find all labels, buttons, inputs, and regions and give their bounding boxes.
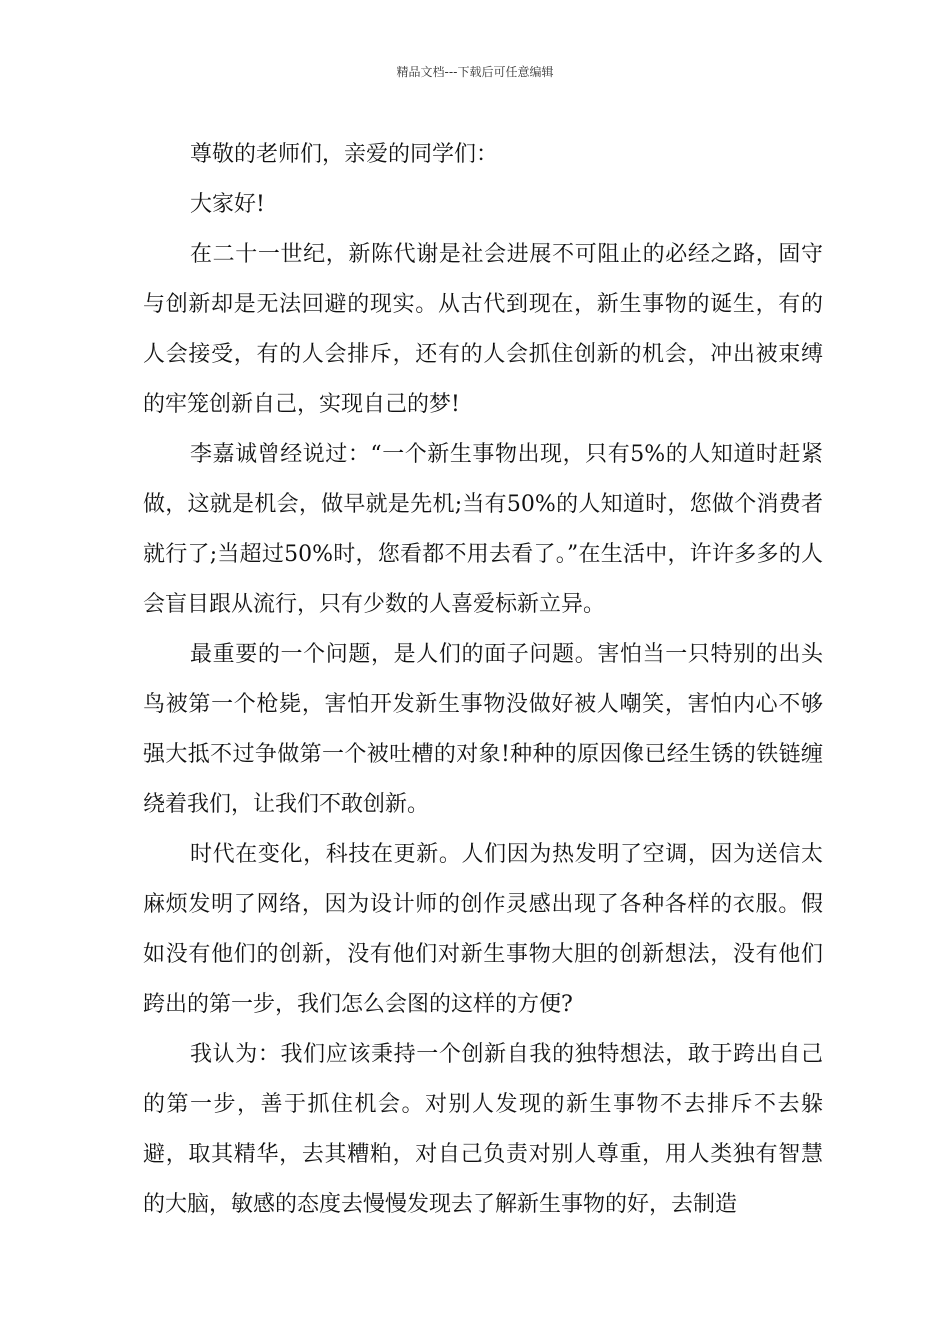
page-header: 精品文档---下载后可任意编辑	[396, 65, 554, 79]
document-body	[143, 130, 823, 1230]
paragraph-4: 时代在变化，科技在更新。人们因为热发明了空调，因为送信太麻烦发明了网络，因为设计师的创作灵感出现了各种各样的衣服。假如没有他们的创新，没有他们对新生事物大胆的创新想法，没有他们跨出的第一步，我们怎么会图的这样的方便?	[143, 842, 823, 1017]
salutation: 尊敬的老师们，亲爱的同学们：	[190, 142, 499, 167]
paragraph-2: 李嘉诚曾经说过：“一个新生事物出现，只有5%的人知道时赶紧做，这就是机会，做早就是先机;当有50%的人知道时，您做个消费者就行了;当超过50%时，您看都不用去看了。”在生活中，许许多多的人会盲目跟从流行，只有少数的人喜爱标新立异。	[143, 442, 823, 617]
paragraph-1: 在二十一世纪，新陈代谢是社会进展不可阻止的必经之路，固守与创新却是无法回避的现实。从古代到现在，新生事物的诞生，有的人会接受，有的人会排斥，还有的人会抓住创新的机会，冲出被束缚的牢笼创新自己，实现自己的梦!	[143, 242, 823, 417]
paragraph-5: 我认为：我们应该秉持一个创新自我的独特想法，敢于跨出自己的第一步，善于抓住机会。对别人发现的新生事物不去排斥不去躲避，取其精华，去其糟粕，对自己负责对别人尊重，用人类独有智慧的大脑，敏感的态度去慢慢发现去了解新生事物的好，去制造	[143, 1042, 823, 1217]
greeting: 大家好!	[190, 192, 265, 217]
paragraph-3: 最重要的一个问题，是人们的面子问题。害怕当一只特别的出头鸟被第一个枪毙，害怕开发新生事物没做好被人嘲笑，害怕内心不够强大抵不过争做第一个被吐槽的对象!种种的原因像已经生锈的铁链缠绕着我们，让我们不敢创新。	[143, 642, 823, 817]
